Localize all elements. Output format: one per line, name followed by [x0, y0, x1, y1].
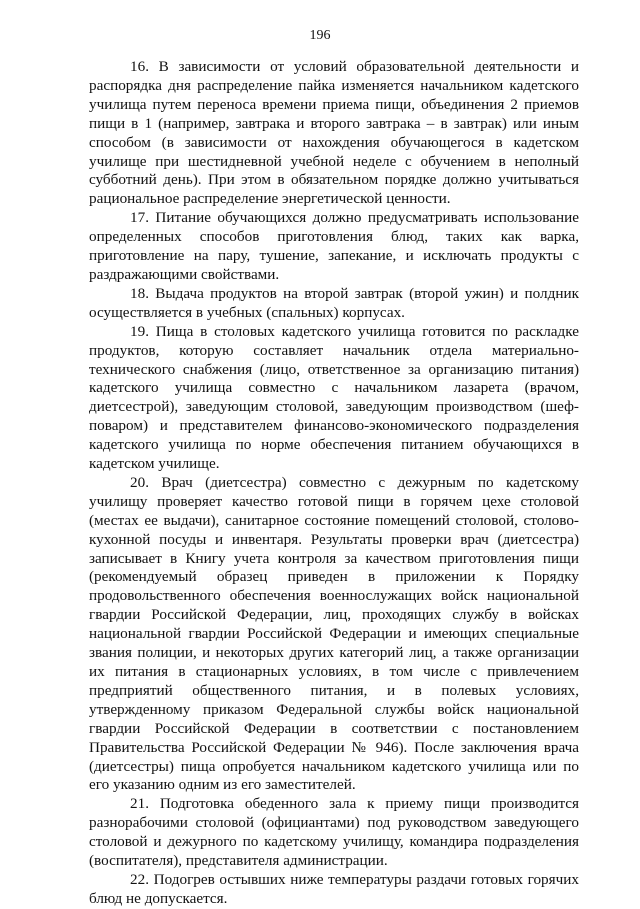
paragraph-19: 19. Пища в столовых кадетского училища готовится по раскладке продуктов, которую составляет начальник отдела материально-технического снабжения (лицо, ответственное за организацию питания) кадетского училища совместно с начальником лазарета (врачом, диетсестрой), заведующим столовой, заведующим производством (шеф-поваром) и представителем финансово-экономического подразделения кадетского училища по норме обеспечения питанием обучающихся в кадетском училище. — [89, 322, 579, 473]
paragraph-22: 22. Подогрев остывших ниже температуры раздачи готовых горячих блюд не допускается. — [89, 870, 579, 907]
paragraph-20: 20. Врач (диетсестра) совместно с дежурным по кадетскому училищу проверяет качество готовой пищи в горячем цехе столовой (местах ее выдачи), санитарное состояние помещений столовой, столово-кухонной посуды и инвентаря. Результаты проверки врач (диетсестра) записывает в Книгу учета контроля за качеством приготовления пищи (рекомендуемый образец приведен в приложении к Порядку продовольственного обеспечения военнослужащих войск национальной гвардии Российской Федерации, лиц, проходящих службу в войсках национальной гвардии Российской Федерации и имеющих специальные звания полиции, и некоторых других категорий лиц, а также организации их питания в стационарных условиях, в том числе с привлечением предприятий общественного питания, и в полевых условиях, утвержденному приказом Федеральной службы войск национальной гвардии Российской Федерации в соответствии с постановлением Правительства Российской Федерации № 946). После заключения врача (диетсестры) пища опробуется начальником кадетского училища или по его указанию одним из его заместителей. — [89, 473, 579, 794]
paragraph-18: 18. Выдача продуктов на второй завтрак (второй ужин) и полдник осуществляется в учебных (спальных) корпусах. — [89, 284, 579, 321]
paragraph-17: 17. Питание обучающихся должно предусматривать использование определенных способов приготовления блюд, таких как варка, приготовление на пару, тушение, запекание, и исключать продукты с раздражающими свойствами. — [89, 209, 579, 283]
paragraph-21: 21. Подготовка обеденного зала к приему пищи производится разнорабочими столовой (официантами) под руководством заведующего столовой и дежурного по кадетскому училищу, командира подразделения (воспитателя), представителя администрации. — [89, 795, 579, 870]
document-body — [89, 58, 579, 909]
paragraph-16: 16. В зависимости от условий образовательной деятельности и распорядка дня распределение пайка изменяется начальником кадетского училища путем переноса времени приема пищи, объединения 2 приемов пищи в 1 (например, завтрака и второго завтрака – в завтрак) или иным способом (в зависимости от нахождения обучающегося в кадетском училище при шестидневной учебной неделе с обучением в неполный субботний день). При этом в обязательном порядке должно учитываться рациональное распределение энергетической ценности. — [89, 58, 579, 208]
page-number: 196 — [309, 28, 331, 43]
